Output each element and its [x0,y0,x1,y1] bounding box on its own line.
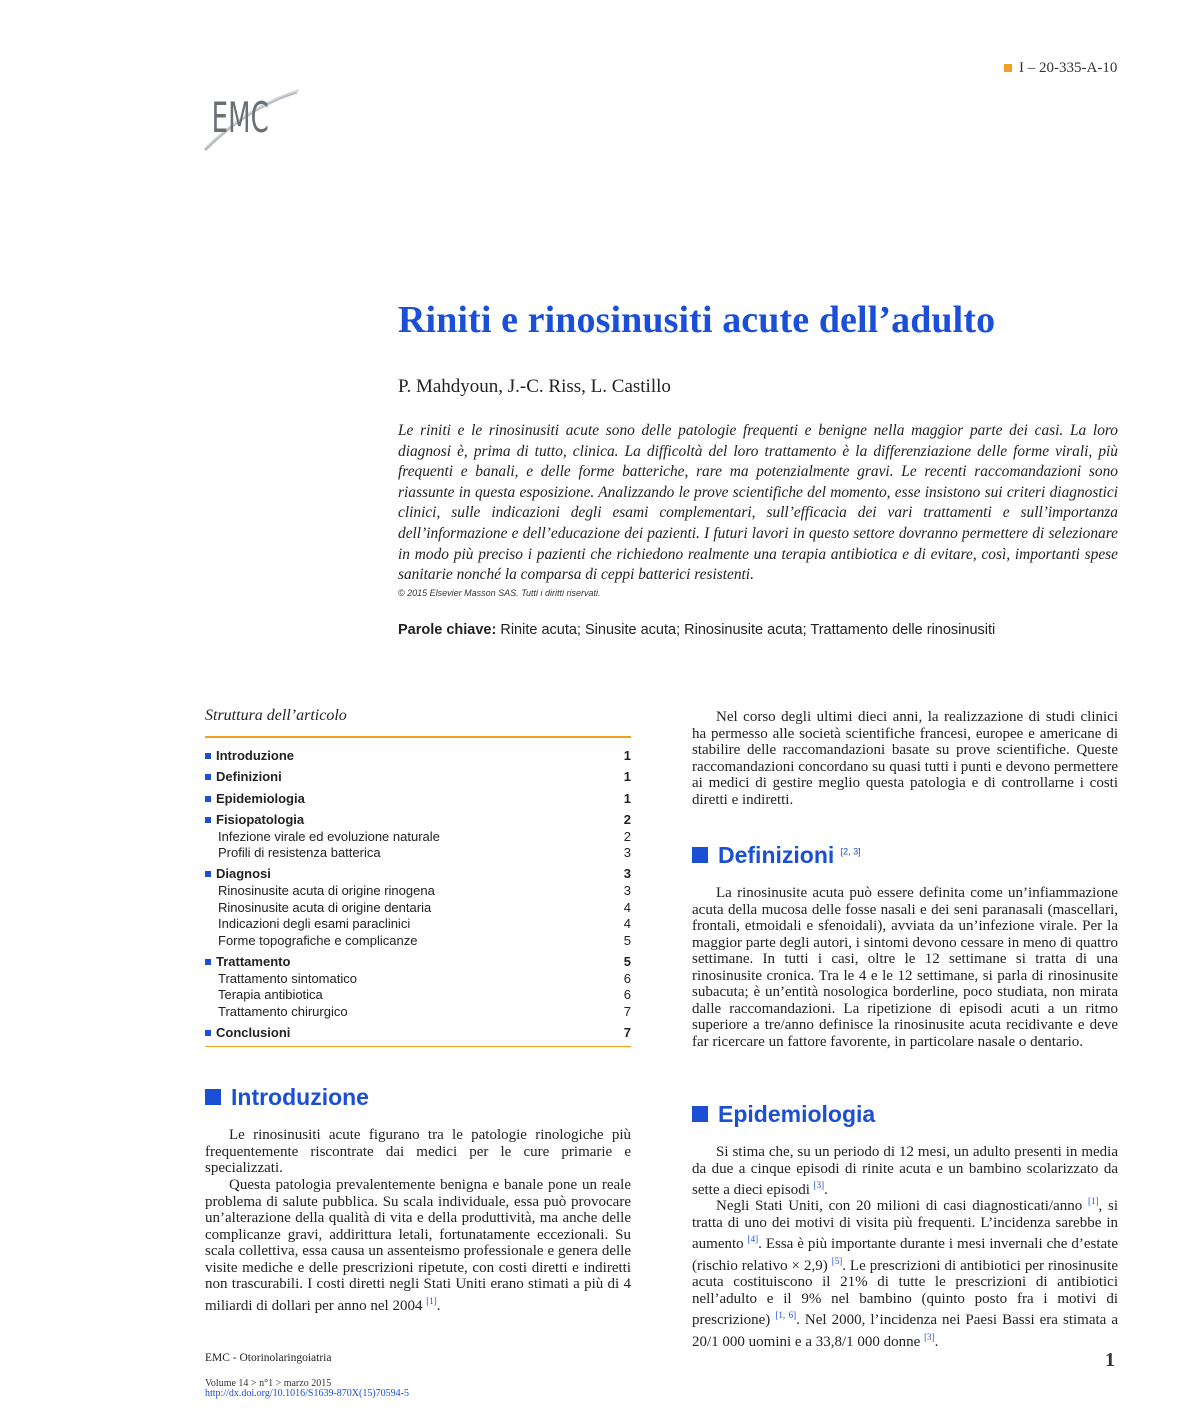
section-heading-introduzione: Introduzione [205,1084,369,1111]
emc-logo [203,72,303,154]
heading-square-icon [692,1106,708,1122]
citation-link[interactable]: [3] [813,1180,825,1190]
bullet-square-icon [205,796,211,802]
toc-item[interactable]: Diagnosi 3 [205,866,631,883]
toc-subitem[interactable]: Trattamento sintomatico 6 [218,971,631,986]
citation-link[interactable]: [3] [924,1331,935,1342]
toc-subitem[interactable]: Profili di resistenza batterica 3 [218,845,631,860]
paragraph: Questa patologia prevalentemente benigna e banale pone un reale problema di salute pubblica. Su scala individuale, essa può provocare un’alterazione della qualità di vita e della produttività, ma anche delle complicanze gravi, addirittura letali, fortunatamente eccezionali. Su scala collettiva, essa causa un assenteismo professionale e genera delle visite mediche e delle prescrizioni ripetute, con costi diretti e indiretti non trascurabili. I costi diretti negli Stati Uniti erano stimati a più di 4 miliardi di dollari per anno nel 2004 [1]. [205,1177,631,1314]
bullet-square-icon [205,753,211,759]
bullet-square-icon [205,1030,211,1036]
paragraph: Negli Stati Uniti, con 20 milioni di casi diagnosticati/anno [1], si tratta di uno dei motivi di visita più frequenti. L’incidenza sarebbe in aumento [4]. Essa è più importante durante i mesi invernali che d’estate (rischio relativo × 2,9) [5]. Le prescrizioni di antibiotici per rinosinusite acuta costituiscono il 21% di tutte le prescrizioni di antibiotici nell’adulto e il 9% nel bambino (quinto posto fra i motivi di prescrizione) [1, 6]. Nel 2000, l’incidenza nei Paesi Bassi era stimata a 20/1 000 uomini e a 33,8/1 000 donne [3]. [692,1196,1119,1350]
paragraph: Si stima che, su un periodo di 12 mesi, un adulto presenti in media da due a cinque episodi di rinite acuta e un bambino scolarizzato da sette a dieci episodi [3]. [692,1144,1118,1198]
keywords: Parole chiave: Rinite acuta; Sinusite acuta; Rinosinusite acuta; Trattamento delle rinosinusiti [398,622,996,638]
toc-subitem[interactable]: Rinosinusite acuta di origine dentaria 4 [218,900,631,915]
authors: P. Mahdyoun, J.-C. Riss, L. Castillo [398,376,671,397]
toc-item[interactable]: Trattamento 5 [205,954,631,971]
paragraph: La rinosinusite acuta può essere definita come un’infiammazione acuta della mucosa delle fosse nasali e dei seni paranasali (mascellari, frontali, etmoidali e sfenoidali), avviata da un’infezione virale. Per la maggior parte degli autori, i sintomi devono cessare in meno di quattro settimane. In tutti i casi, oltre le 12 settimane si tratta di una rinosinusite cronica. Tra le 4 e le 12 settimane, si parla di rinosinusite subacuta; è un’entità nosologica borderline, poco studiata, non mirata dalle raccomandazioni. La ripetizione di episodi acuti a un ritmo superiore a tre/anno definisce la rinosinusite acuta recidivante e deve far ricercare un fattore favorente, in particolare nasale o dentario. [692,885,1118,1050]
bullet-square-icon [205,817,211,823]
toc-item[interactable]: Epidemiologia 1 [205,791,631,808]
bullet-square-icon [205,959,211,965]
page-number: 1 [1105,1349,1115,1371]
toc-title: Struttura dell’articolo [205,707,347,724]
toc-item[interactable]: Introduzione 1 [205,748,631,765]
svg-text:EMC: EMC [211,94,269,143]
citation-link[interactable]: [5] [831,1255,843,1266]
citation-link[interactable]: [1] [426,1295,437,1306]
abstract: Le riniti e le rinosinusiti acute sono delle patologie frequenti e benigne nella maggior parte dei casi. La loro diagnosi è, prima di tutto, clinica. La difficoltà del loro trattamento è la differenziazione delle forme virali, più frequenti e banali, e delle forme batteriche, rare ma potenzialmente gravi. Le recenti raccomandazioni sono riassunte in questa esposizione. Analizzando le prove scientifiche del momento, esse insistono sui criteri diagnostici clinici, sulle indicazioni degli esami complementari, sull’efficacia dei vari trattamenti e sull’importanza dell’informazione e dell’educazione dei pazienti. I futuri lavori in questo settore dovranno permettere di selezionare in modo più preciso i pazienti che richiedono realmente una terapia antibiotica e di evitare, così, importanti spese sanitarie nonché la comparsa di ceppi batterici resistenti. [398,422,1118,584]
citation-link[interactable]: [1, 6] [775,1310,797,1320]
toc-divider [205,1046,631,1047]
article-title: Riniti e rinosinusiti acute dell’adulto [398,299,996,341]
toc-subitem[interactable]: Forme topografiche e complicanze 5 [218,933,631,948]
toc-item[interactable]: Conclusioni 7 [205,1025,631,1042]
copyright: © 2015 Elsevier Masson SAS. Tutti i diritti riservati. [398,588,601,598]
bullet-square-icon [205,871,211,877]
bullet-square-icon [205,774,211,780]
citation-link[interactable]: [2, 3] [840,846,861,857]
section-heading-definizioni: Definizioni [2, 3] [692,842,861,869]
toc-subitem[interactable]: Infezione virale ed evoluzione naturale 2 [218,829,631,844]
emc-logo-icon [203,72,303,154]
footer-volume: Volume 14 > n°1 > marzo 2015 [205,1378,332,1389]
heading-square-icon [692,847,708,863]
toc-subitem[interactable]: Rinosinusite acuta di origine rinogena 3 [218,883,631,898]
toc-subitem[interactable]: Indicazioni degli esami paraclinici 4 [218,916,631,931]
citation-link[interactable]: [1] [1088,1196,1099,1206]
citation-link[interactable]: [4] [747,1234,759,1244]
orange-square-icon [1004,64,1012,72]
section-heading-epidemiologia: Epidemiologia [692,1101,875,1128]
toc-subitem[interactable]: Terapia antibiotica 6 [218,987,631,1002]
doi-link[interactable]: http://dx.doi.org/10.1016/S1639-870X(15)70594-5 [205,1388,409,1399]
heading-square-icon [205,1089,221,1105]
paragraph: Nel corso degli ultimi dieci anni, la realizzazione di studi clinici ha permesso alle società scientifiche francesi, europee e americane di stabilire delle raccomandazioni basate su prove scientifiche. Queste raccomandazioni concordano su quasi tutti i punti e devono permettere ai medici di gestire meglio questa patologia e di controllarne i costi diretti e indiretti. [692,709,1118,808]
document-id: I – 20-335-A-10 [1004,60,1117,77]
footer-journal: EMC - Otorinolaringoiatria [205,1352,332,1364]
toc-subitem[interactable]: Trattamento chirurgico 7 [218,1004,631,1019]
toc-item[interactable]: Definizioni 1 [205,769,631,786]
toc-divider [205,736,631,738]
toc-item[interactable]: Fisiopatologia 2 [205,812,631,829]
paragraph: Le rinosinusiti acute figurano tra le patologie rinologiche più frequentemente riscontrate dai medici per le cure primarie e specializzati. [205,1127,631,1176]
